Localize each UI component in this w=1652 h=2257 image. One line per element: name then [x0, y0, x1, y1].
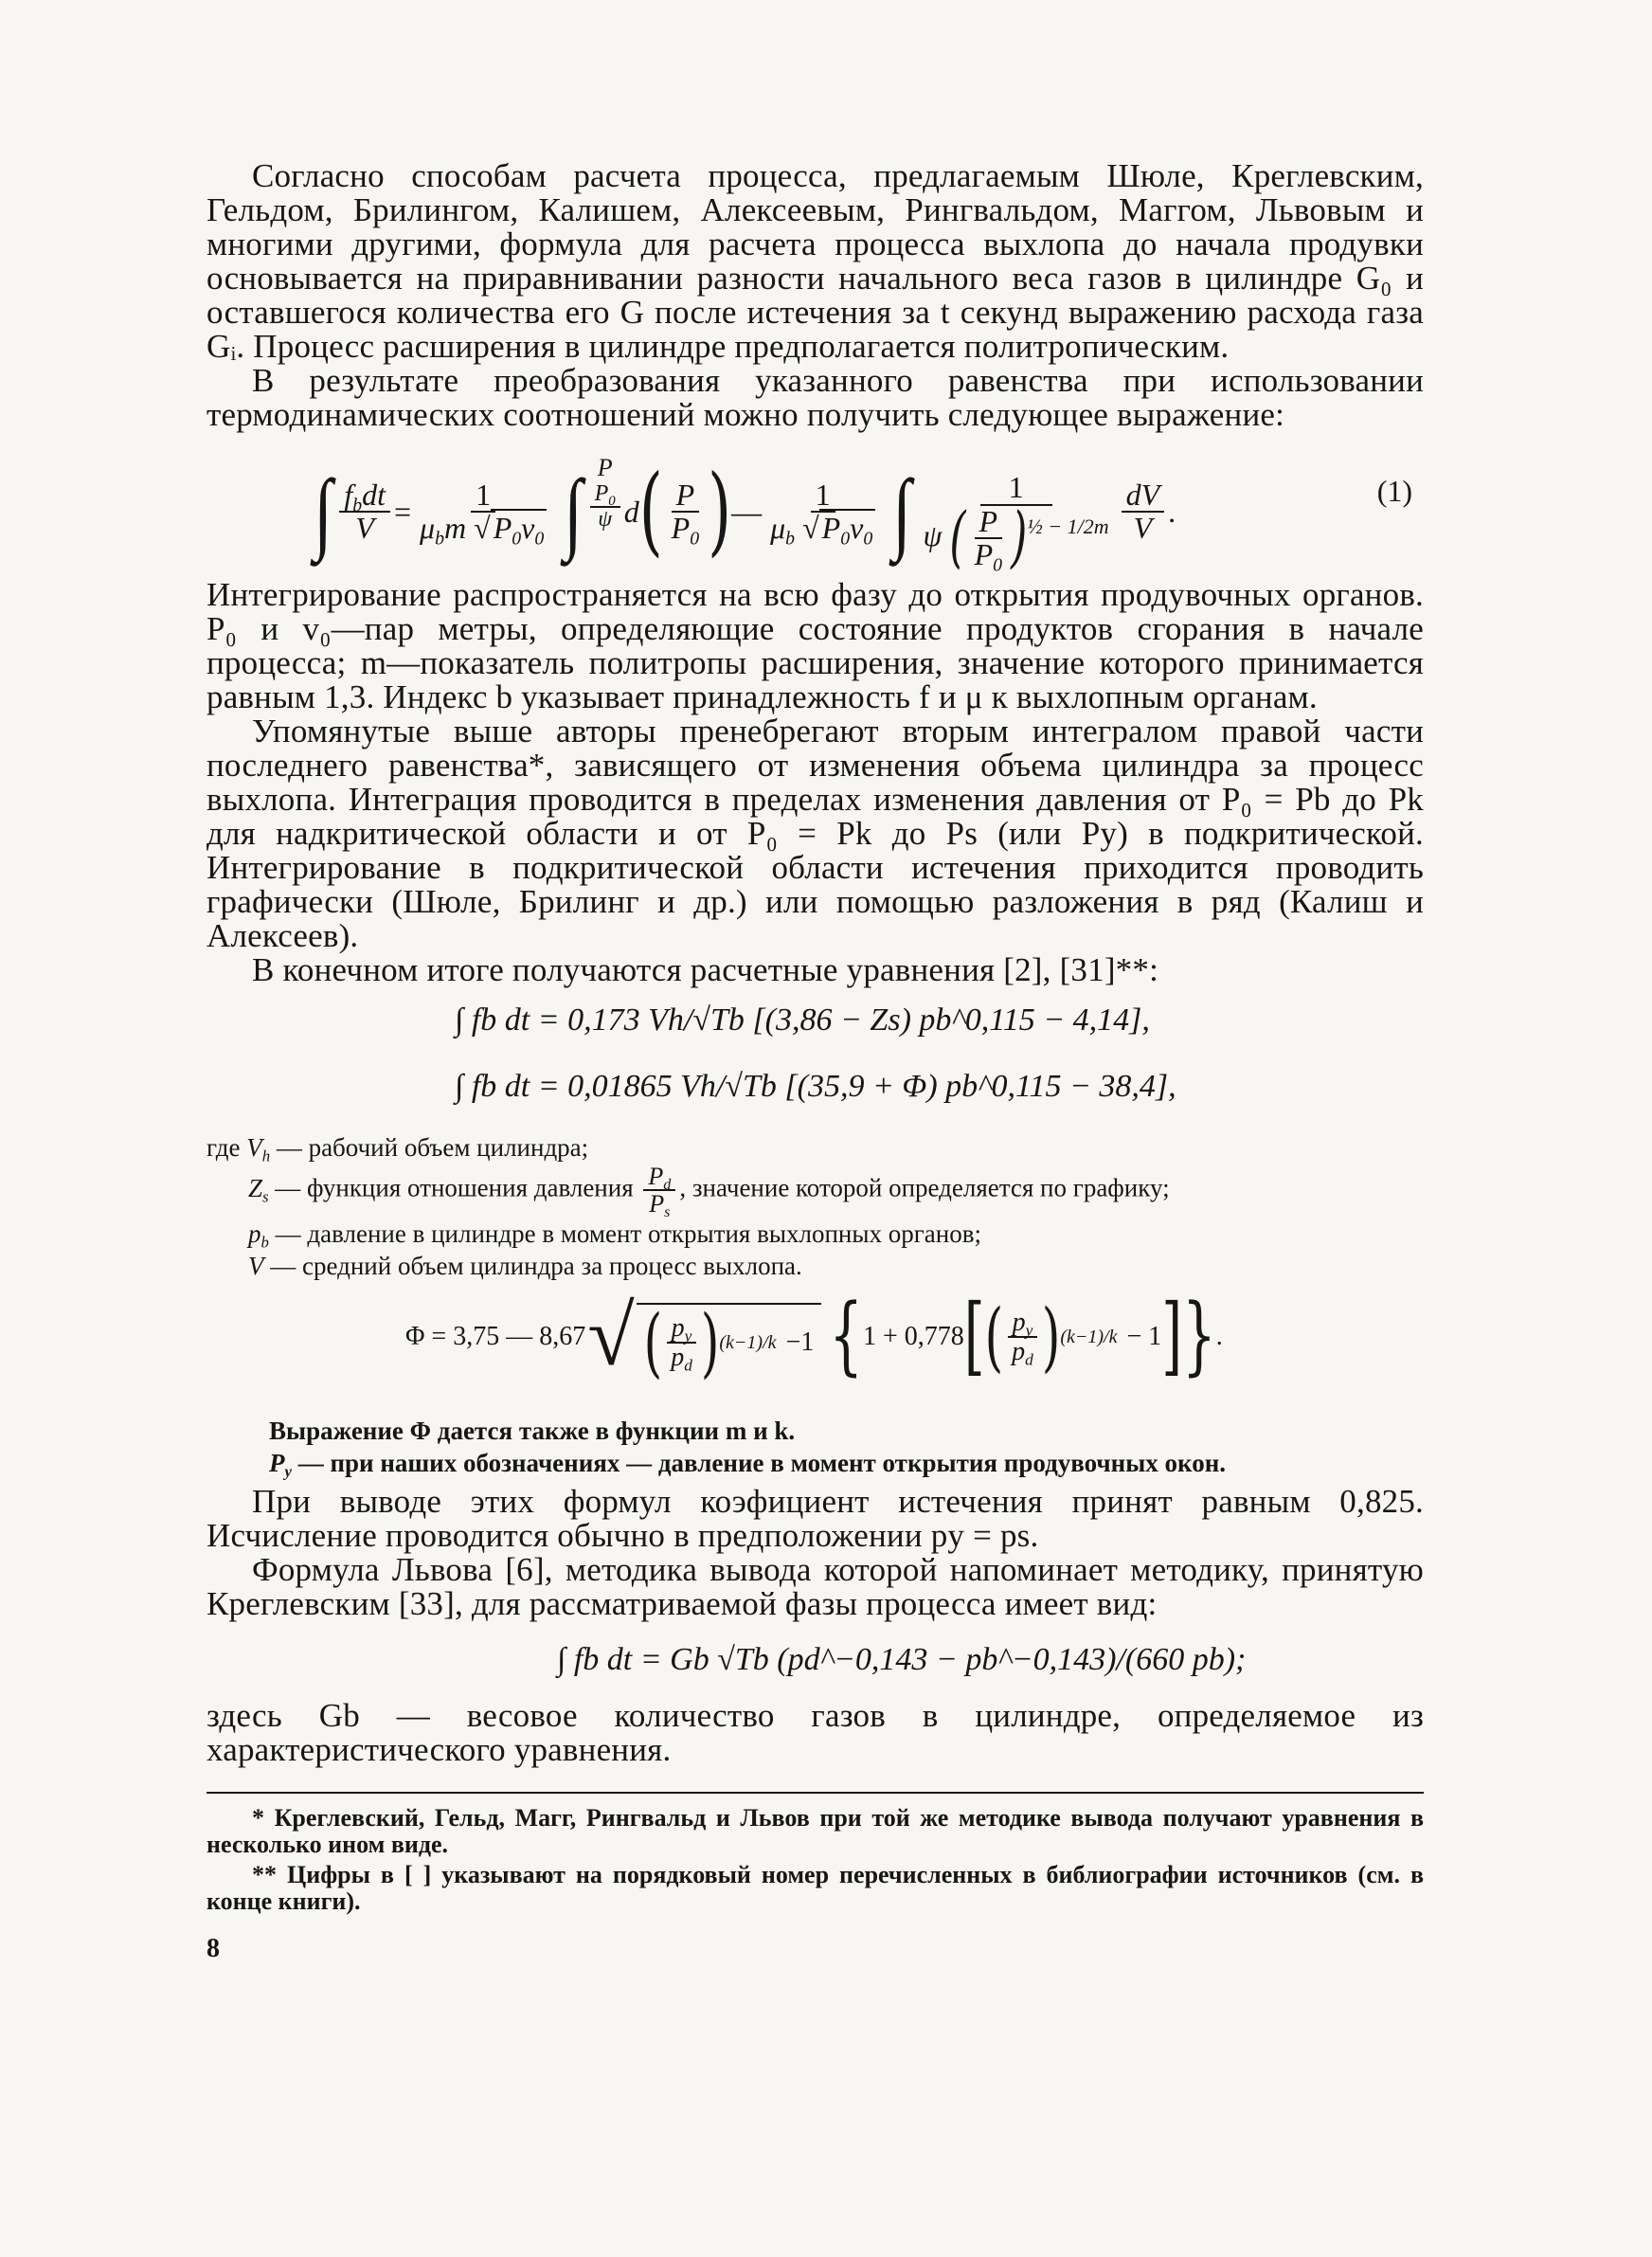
def-pb: $p_b$ — давление в цилиндре в момент открытия выхлопных органов;: [248, 1219, 981, 1251]
p1-text: Согласно способам расчета процесса, предлагаемым Шюле, Креглевским, Гельдом, Брилингом, Калишем, Алексеевым, Рингвальдом, Маггом, Львовым и многими другими, формула для расчета процесса выхлопа до начала продувки основывается на приравнивании разности начального веса газов в цилиндре G₀ и оставшегося количества его G после истечения за t секунд выражению расхода газа Gᵢ. Процесс расширения в цилиндре предполагается политропическим.: [206, 157, 1424, 365]
paragraph-6: [206, 1482, 1424, 1554]
paragraph-3: [206, 578, 1424, 714]
equation-1-number: (1): [1376, 474, 1412, 508]
equation-phi: Φ = 3,75 — 8,67 √ ( $\frac{p_y}{p_d}$ ) (k−1)/k −1 { 1 + 0,778 [ ( $\frac{p_y}{p_d}$ ) (k−1)/k − 1 ] } .: [405, 1287, 1223, 1387]
p8-text: здесь Gb — весовое количество газов в цилиндре, определяемое из характеристического уравнения.: [206, 1696, 1424, 1768]
paragraph-2: [206, 364, 1424, 432]
footnote-1-text: * Креглевский, Гельд, Магг, Рингвальд и Львов при той же методике вывода получают уравнения в несколько ином виде.: [206, 1803, 1424, 1858]
paragraph-7: [206, 1550, 1424, 1622]
p3-text: Интегрирование распространяется на всю фазу до открытия продувочных органов. P₀ и v₀—пар метры, определяющие состояние продуктов сгорания в начале процесса; m—показатель политропы расширения, значение которого принимается равным 1,3. Индекс b указывает принадлежность f и μ к выхлопным органам.: [206, 576, 1424, 715]
equation-2: [206, 987, 1424, 1056]
paragraph-5: [206, 953, 1424, 987]
p2-text: В результате преобразования указанного равенства при использовании термодинамических соотношений можно получить следующее выражение:: [206, 362, 1424, 433]
def-v: V — средний объем цилиндра за процесс выхлопа.: [248, 1251, 802, 1280]
phi-note: [269, 1415, 1424, 1447]
p7-text: Формула Львова [6], методика вывода которой напоминает методику, принятую Креглевским [33], для рассматриваемой фазы процесса имеет вид:: [206, 1550, 1424, 1622]
equation-1: ∫ $\frac{f_bdt}{V}$ = $\frac{1}{\mu_bm √P_0v_0}$ ∫ P $\frac{P_0}{\psi}$ d ( $\frac{P}{P_0}$ ) — $\frac{1}{\mu_b √P_0v_0}$ ∫ 1 ψ ( $\frac{P}{P_0}$ )$^{\frac{1}{2} - 1/2m}$ $\frac{dV}{V}$ . (1): [314, 454, 1412, 577]
equation-2-text: ∫ fb dt = 0,173 Vh/√Tb [(3,86 − Zs) pb^0,115 − 4,14],: [455, 1002, 1150, 1038]
def-v-text: — средний объем цилиндра за процесс выхлопа.: [270, 1251, 802, 1280]
p4-text: Упомянутые выше авторы пренебрегают вторым интегралом правой части последнего равенства*, зависящего от изменения объема цилиндра за процесс выхлопа. Интеграция проводится в пределах изменения давления от P₀ = Pb до Pk для надкритической области и от P₀ = Pk до Ps (или Py) в подкритической. Интегрирование в подкритической области истечения приходится проводить графически (Шюле, Брилинг и др.) или помощью разложения в ряд (Калиш и Алексеев).: [206, 713, 1424, 954]
py-note: $P_y$ — при наших обозначениях — давление в момент открытия продувочных окон.: [269, 1448, 1227, 1480]
equation-3-text: ∫ fb dt = 0,01865 Vh/√Tb [(35,9 + Φ) pb^0,115 − 38,4],: [455, 1069, 1176, 1104]
paragraph-1: [206, 159, 1424, 364]
where-word: где: [206, 1133, 241, 1162]
definitions: [206, 1131, 1424, 1282]
page-number: 8: [206, 1933, 220, 1963]
paragraph-8: [206, 1696, 1424, 1768]
p5-text: В конечном итоге получаются расчетные уравнения [2], [31]**:: [252, 951, 1158, 988]
phi-note-text: Выражение Φ дается также в функции m и k.: [269, 1416, 796, 1445]
equation-3: [206, 1056, 1424, 1124]
footnote-2: [206, 1862, 1424, 1915]
equation-phi-label: Φ = 3,75 — 8,67: [405, 1321, 586, 1351]
py-note-text: — при наших обозначениях — давление в момент открытия продувочных окон.: [297, 1448, 1227, 1477]
equation-lvov: [206, 1621, 1424, 1699]
equation-lvov-text: ∫ fb dt = Gb √Tb (pd^−0,143 − pb^−0,143)/(660 pb);: [557, 1641, 1247, 1677]
footnote-2-text: ** Цифры в [ ] указывают на порядковый номер перечисленных в библиографии источников (см. в конце книги).: [206, 1860, 1424, 1915]
paragraph-4: [206, 714, 1424, 953]
def-zs-text-a: — функция отношения давления: [275, 1173, 634, 1202]
page-content: [206, 159, 1424, 1964]
def-vh-text: — рабочий объем цилиндра;: [276, 1133, 589, 1162]
p6-text: При выводе этих формул коэфициент истечения принят равным 0,825. Исчисление проводится обычно в предположении py = ps.: [206, 1482, 1424, 1554]
footnote-1: [206, 1805, 1424, 1858]
def-pb-text: — давление в цилиндре в момент открытия выхлопных органов;: [275, 1219, 981, 1248]
def-zs: $Z_s$ — функция отношения давления $\frac{P_d}{P_s}$ , значение которой определяется по графику;: [248, 1163, 1170, 1221]
def-vh: где $V_h$ — рабочий объем цилиндра;: [206, 1133, 589, 1165]
footnote-divider: [206, 1792, 1424, 1794]
def-zs-text-b: , значение которой определяется по графику;: [679, 1173, 1170, 1202]
